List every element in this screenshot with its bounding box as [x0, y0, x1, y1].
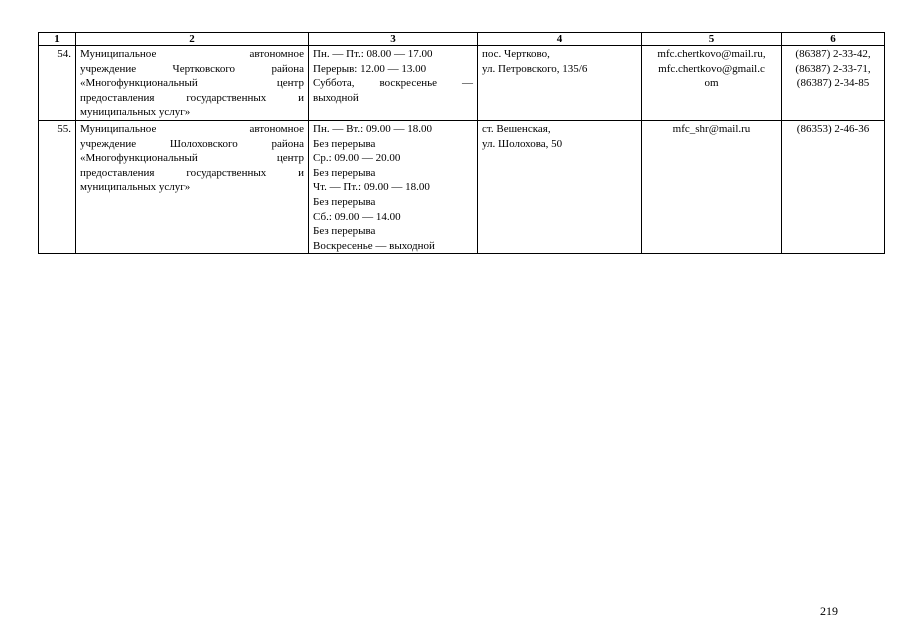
table-row [39, 120, 885, 253]
row-number: 54. [39, 46, 76, 121]
table-row [39, 46, 885, 121]
phones: (86353) 2-46-36 [782, 120, 885, 253]
column-header: 3 [309, 33, 478, 46]
working-hours: Пн. — Вт.: 09.00 — 18.00 Без перерыва Ср.: 09.00 — 20.00 Без перерыва Чт. — Пт.: 09.00 — 18.00 Без перерыва Сб.: 09.00 — 14.00 Без перерыва Воскресенье — выходной [309, 120, 478, 253]
column-header: 2 [76, 33, 309, 46]
phones: (86387) 2-33-42, (86387) 2-33-71, (86387) 2-34-85 [782, 46, 885, 121]
working-hours: Пн. — Пт.: 08.00 — 17.00 Перерыв: 12.00 — 13.00 Суббота, воскресенье — выходной [309, 46, 478, 121]
column-header: 1 [39, 33, 76, 46]
column-header: 4 [478, 33, 642, 46]
header-row [39, 33, 885, 46]
address: пос. Чертково, ул. Петровского, 135/6 [478, 46, 642, 121]
email: mfc_shr@mail.ru [642, 120, 782, 253]
email: mfc.chertkovo@mail.ru, mfc.chertkovo@gmail.c om [642, 46, 782, 121]
mfc-table [38, 32, 885, 254]
address: ст. Вешенская, ул. Шолохова, 50 [478, 120, 642, 253]
row-number: 55. [39, 120, 76, 253]
column-header: 6 [782, 33, 885, 46]
column-header: 5 [642, 33, 782, 46]
page-number: 219 [820, 604, 838, 618]
organization-name: Муниципальное автономное учреждение Чертковского района «Многофункциональный центр предоставления государственных и муниципальных услуг» [76, 46, 309, 121]
organization-name: Муниципальное автономное учреждение Шолоховского района «Многофункциональный центр предоставления государственных и муниципальных услуг» [76, 120, 309, 253]
